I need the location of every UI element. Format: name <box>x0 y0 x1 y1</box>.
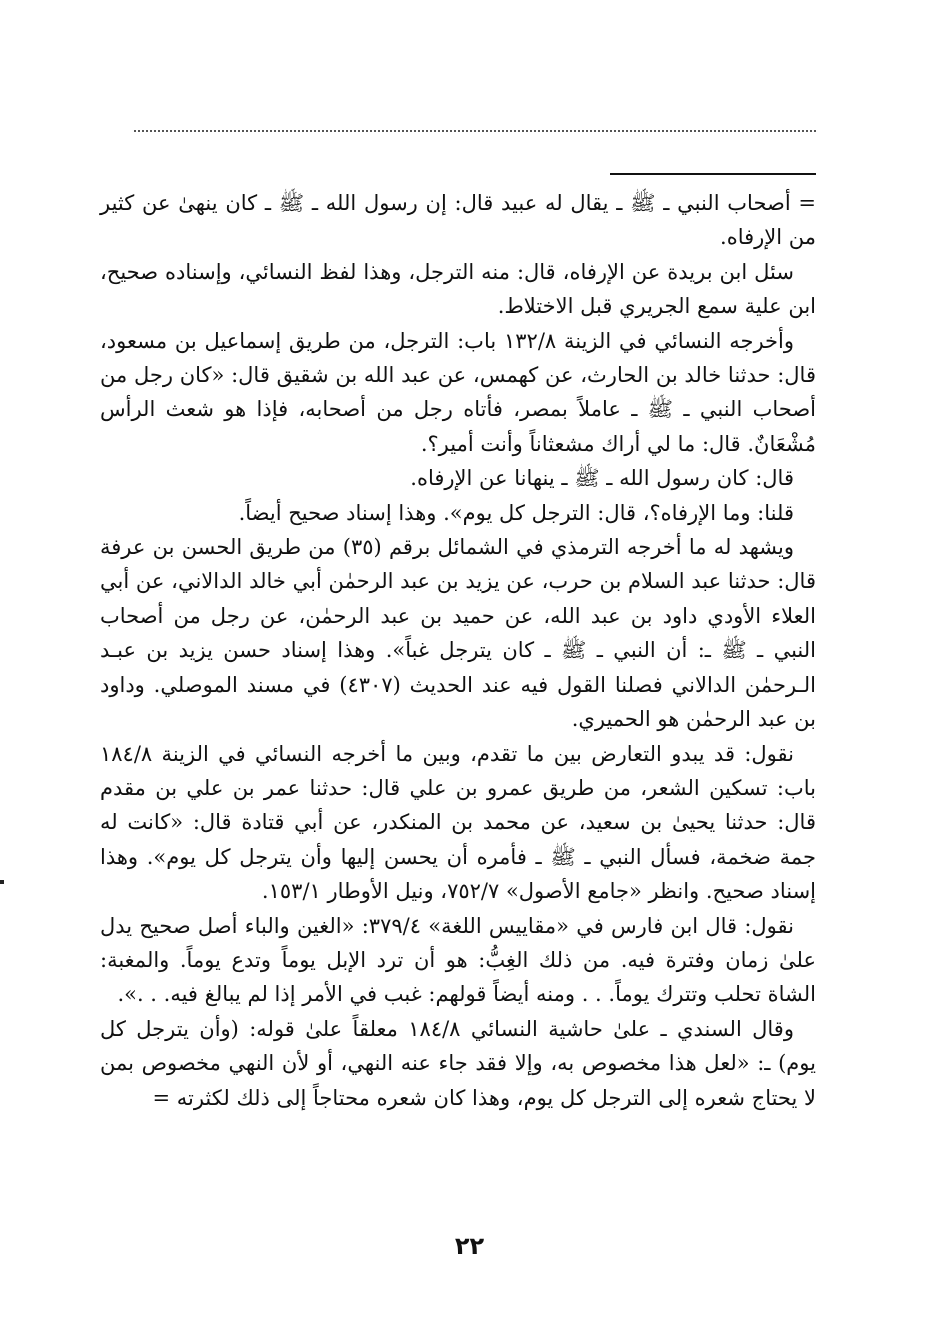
footnote-paragraph: سئل ابن بريدة عن الإرفاه، قال: منه الترجل، وهذا لفظ النسائي، وإسناده صحيح، ابن علية سمع الجريري قبل الاختلاط. <box>100 259 816 319</box>
footnote-separator-rule <box>610 173 816 175</box>
footnote-text-block <box>100 186 816 1115</box>
footnote-paragraph: قلنا: وما الإرفاه؟، قال: الترجل كل يوم». وهذا إسناد صحيح أيضاً. <box>238 500 794 525</box>
footnote-paragraph: نقول: قال ابن فارس في «مقاييس اللغة» ٣٧٩/٤: «الغين والباء أصل صحيح يدل علىٰ زمان وفترة فيه. من ذلك الغِبُّ: هو أن ترد الإبل يوماً وتدع يوماً. والمغبة: الشاة تحلب وتترك يوماً. . . ومنه أيضاً قولهم: غبب في الأمر إذا لم يبالغ فيه. . .». <box>100 913 816 1007</box>
footnote-paragraph: = أصحاب النبي ـ ﷺ ـ يقال له عبيد قال: إن رسول الله ـ ﷺ ـ كان ينهىٰ عن كثير من الإرفاه. <box>100 191 816 250</box>
page-number: ٢٢ <box>454 1232 485 1260</box>
footnote-paragraph: نقول: قد يبدو التعارض بين ما تقدم، وبين ما أخرجه النسائي في الزينة ١٨٤/٨ باب: تسكين الشعر، من طريق عمرو بن علي قال: حدثنا عمر بن علي بن مقدم قال: حدثنا يحيىٰ بن سعيد، عن محمد بن المنكدر، عن أبي قتادة قال: «كانت له جمة ضخمة، فسأل النبي ـ ﷺ ـ فأمره أن يحسن إليها وأن يترجل كل يوم». وهذا إسناد صحيح. وانظر «جامع الأصول» ٧٥٢/٧، ونيل الأوطار ١٥٣/١. <box>100 741 816 904</box>
footnote-paragraph: وقال السندي ـ علىٰ حاشية النسائي ١٨٤/٨ معلقاً علىٰ قوله: (وأن يترجل كل يوم) ـ: «لعل هذا مخصوص به، وإلا فقد جاء عنه النهي، أو لأن النهي مخصوص بمن لا يحتاج شعره إلى الترجل كل يوم، وهذا كان شعره محتاجاً إلى ذلك لكثرته = <box>100 1016 816 1110</box>
footnote-paragraph: وأخرجه النسائي في الزينة ١٣٢/٨ باب: الترجل، من طريق إسماعيل بن مسعود، قال: حدثنا خالد بن الحارث، عن كهمس، عن عبد الله بن شقيق قال: «كان رجل من أصحاب النبي ـ ﷺ ـ عاملاً بمصر، فأتاه رجل من أصحابه، فإذا هو شعث الرأس مُشْعَانٌ. قال: ما لي أراك مشعثاناً وأنت أمير؟. <box>100 328 816 456</box>
margin-scan-mark <box>0 880 4 884</box>
dotted-separator-rule <box>134 130 816 132</box>
footnote-paragraph: قال: كان رسول الله ـ ﷺ ـ ينهانا عن الإرفاه. <box>410 466 794 491</box>
footnote-paragraph: ويشهد له ما أخرجه الترمذي في الشمائل برقم (٣٥) من طريق الحسن بن عرفة قال: حدثنا عبد السلام بن حرب، عن يزيد بن عبد الرحمٰن أبي خالد الدالاني، عن أبي العلاء الأودي داود بن عبد الله، عن حميد بن عبد الرحمٰن، عن رجل من أصحاب النبي ـ ﷺ ـ: أن النبي ـ ﷺ ـ كان يترجل غباً». وهذا إسناد حسن يزيد بن عبـد الـرحمٰن الدالاني فصلنا القول فيه عند الحديث (٤٣٠٧) في مسند الموصلي. وداود بن عبد الرحمٰن هو الحميري. <box>100 535 816 732</box>
